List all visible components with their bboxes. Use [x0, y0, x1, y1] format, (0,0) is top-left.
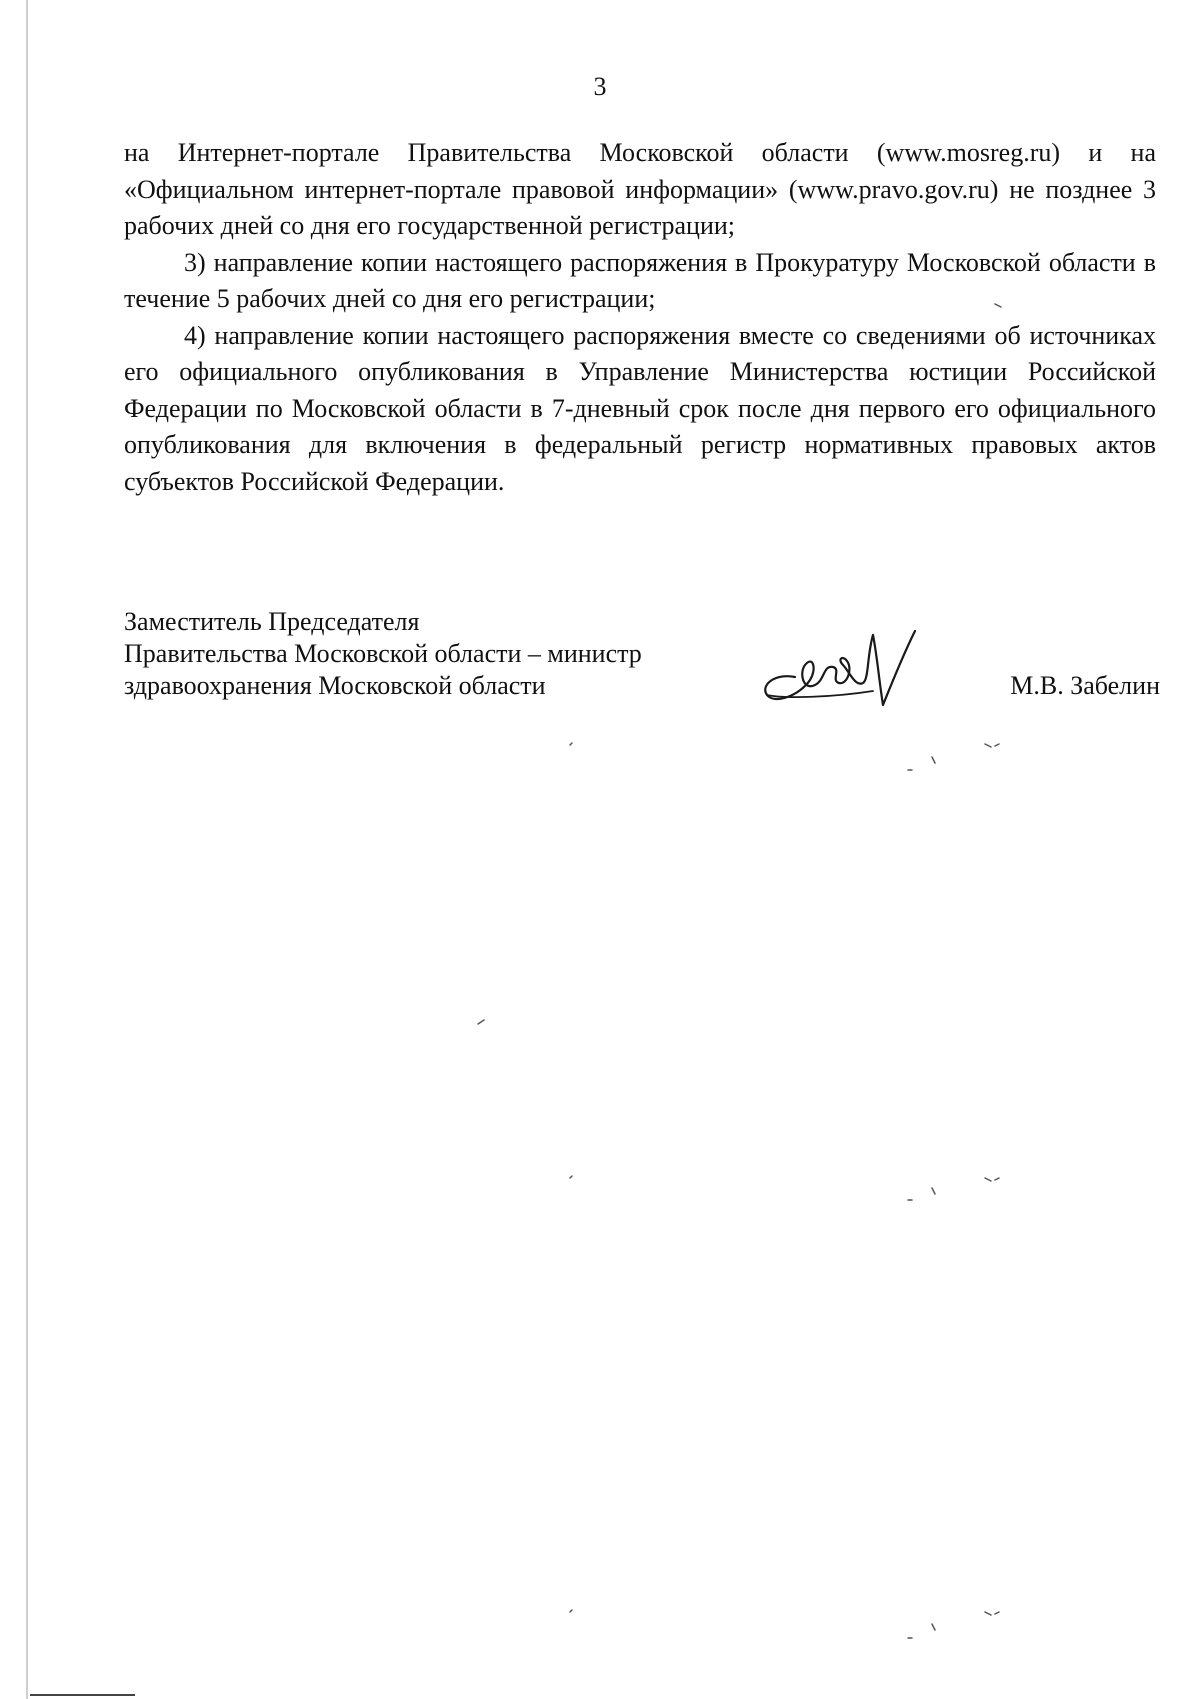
text-line: юстиции Российской Федерации по Московской области в 7-дневный срок после	[124, 357, 1157, 423]
text-line: и на «Официальном интернет-портале правовой информации» (www.pravo.gov.ru)	[124, 138, 1156, 204]
position-line: здравоохранения Московской области	[124, 671, 546, 700]
text-line: области в течение 5 рабочих дней со дня его регистрации;	[124, 247, 1157, 313]
position-line: Правительства Московской области – министр	[124, 639, 642, 668]
page-number: 3	[593, 72, 607, 101]
body-text	[124, 135, 1156, 500]
bottom-rule	[30, 1694, 135, 1696]
text-line: регистр нормативных правовых актов субъектов Российской Федерации.	[124, 430, 1157, 496]
paragraph-publication	[124, 135, 1156, 245]
position-line: Заместитель Председателя	[124, 607, 420, 636]
text-line: 3) направление копии настоящего распоряжения в Прокуратуру Московской	[184, 247, 1041, 277]
text-line: 4) направление копии настоящего распоряжения вместе со сведениями	[184, 320, 986, 350]
handwritten-signature	[755, 625, 925, 715]
text-line: не позднее 3 рабочих дней со дня его государственной регистрации;	[124, 174, 1157, 240]
text-line: дня первого его официального опубликования для включения в федеральный	[124, 393, 1157, 459]
signer-name: М.В. Забелин	[1010, 671, 1160, 700]
text-line: на Интернет-портале Правительства Московской области (www.mosreg.ru)	[124, 138, 1061, 167]
text-line: об источниках его официального опубликования в Управление Министерства	[124, 320, 1157, 386]
signatory-position	[124, 606, 724, 702]
page-edge	[26, 0, 28, 1699]
paragraph-item-4	[124, 318, 1156, 501]
paragraph-item-3	[124, 245, 1156, 318]
